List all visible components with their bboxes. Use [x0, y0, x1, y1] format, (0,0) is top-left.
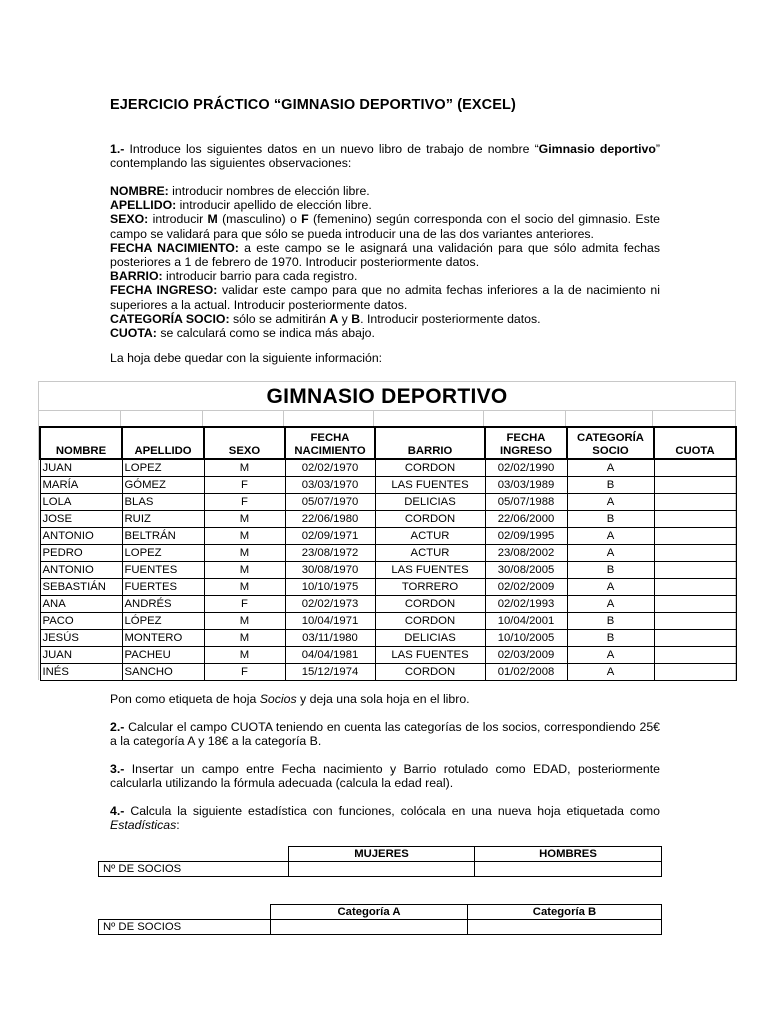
table-cell: CORDON — [375, 664, 485, 681]
table-cell: 22/06/1980 — [285, 511, 375, 528]
table-cell: JOSE — [40, 511, 122, 528]
paragraph-4: 4.- Calcula la siguiente estadística con funciones, colócala en una nueva hoja etiquetada como Estadísticas: — [110, 804, 660, 833]
table-cell: M — [204, 630, 285, 647]
table-cell: 10/10/1975 — [285, 579, 375, 596]
table-cell: LOLA — [40, 494, 122, 511]
table-cell: DELICIAS — [375, 494, 485, 511]
label-paragraph: Pon como etiqueta de hoja Socios y deja una sola hoja en el libro. — [110, 692, 470, 706]
table-cell — [654, 647, 736, 664]
column-header: CATEGORÍA SOCIO — [567, 427, 654, 459]
observations — [110, 184, 660, 340]
table-cell: A — [567, 596, 654, 613]
table-cell: 02/02/1973 — [285, 596, 375, 613]
table-cell: RUIZ — [122, 511, 204, 528]
obs-fecha-nacimiento: FECHA NACIMIENTO: a este campo se le asignará una validación para que sólo admita fechas posteriores a 1 de febrero de 1970. Introducir posteriormente datos. — [110, 240, 660, 270]
table-cell: 02/02/1993 — [485, 596, 567, 613]
column-header: NOMBRE — [40, 427, 122, 459]
table-cell: SANCHO — [122, 664, 204, 681]
empty-cell — [99, 847, 289, 862]
table-cell: 15/12/1974 — [285, 664, 375, 681]
table-cell: 10/04/2001 — [485, 613, 567, 630]
table-cell — [654, 664, 736, 681]
table-cell: CORDON — [375, 613, 485, 630]
stats-table-categoria — [98, 904, 662, 935]
table-cell: 04/04/1981 — [285, 647, 375, 664]
table-cell: M — [204, 647, 285, 664]
table-cell: F — [204, 596, 285, 613]
table-cell — [654, 459, 736, 477]
table-cell: LAS FUENTES — [375, 562, 485, 579]
grid-cell — [653, 410, 735, 426]
table-row — [40, 579, 736, 596]
table-cell: ANTONIO — [40, 562, 122, 579]
column-header: FECHA NACIMIENTO — [285, 427, 375, 459]
col-mujeres: MUJERES — [289, 847, 475, 862]
column-header: SEXO — [204, 427, 285, 459]
grid-cell — [203, 410, 284, 426]
column-header: BARRIO — [375, 427, 485, 459]
stats-table-sexo — [98, 846, 662, 877]
grid-cell — [121, 410, 203, 426]
table-row — [40, 545, 736, 562]
col-categoria-b: Categoría B — [468, 905, 662, 920]
obs-barrio: BARRIO: introducir barrio para cada registro. — [110, 269, 358, 284]
table-row — [40, 613, 736, 630]
col-categoria-a: Categoría A — [271, 905, 468, 920]
column-header: APELLIDO — [122, 427, 204, 459]
table-cell: 10/04/1971 — [285, 613, 375, 630]
table-cell: PEDRO — [40, 545, 122, 562]
table-cell: 02/03/2009 — [485, 647, 567, 664]
value-cell — [271, 920, 468, 935]
table-cell: M — [204, 459, 285, 477]
table-row — [40, 630, 736, 647]
column-header: CUOTA — [654, 427, 736, 459]
table-row — [40, 511, 736, 528]
value-cell — [289, 862, 475, 877]
table-row — [40, 596, 736, 613]
table-cell: A — [567, 545, 654, 562]
table-cell: CORDON — [375, 511, 485, 528]
table-cell: 10/10/2005 — [485, 630, 567, 647]
table-cell: MARÍA — [40, 477, 122, 494]
table-cell: 01/02/2008 — [485, 664, 567, 681]
sheet-title: GIMNASIO DEPORTIVO — [266, 385, 508, 408]
table-cell: MONTERO — [122, 630, 204, 647]
item-number: 3.- — [110, 762, 125, 776]
table-cell: A — [567, 459, 654, 477]
table-cell: TORRERO — [375, 579, 485, 596]
table-cell: 30/08/1970 — [285, 562, 375, 579]
grid-cell — [374, 410, 484, 426]
table-cell — [654, 596, 736, 613]
obs-cuota: CUOTA: se calculará como se indica más abajo. — [110, 326, 375, 341]
table-row — [40, 664, 736, 681]
table-cell: CORDON — [375, 459, 485, 477]
table-cell: B — [567, 613, 654, 630]
table-row — [40, 494, 736, 511]
grid-cell — [284, 410, 374, 426]
table-cell: A — [567, 664, 654, 681]
paragraph-2: 2.- Calcular el campo CUOTA teniendo en cuenta las categorías de los socios, correspondiendo 25€ a la categoría A y 18€ a la categoría B. — [110, 720, 660, 749]
table-cell: A — [567, 494, 654, 511]
obs-nombre: NOMBRE: introducir nombres de elección libre. — [110, 184, 370, 198]
table-cell: A — [567, 528, 654, 545]
table-cell — [654, 477, 736, 494]
table-cell: 02/09/1995 — [485, 528, 567, 545]
table-row — [40, 562, 736, 579]
table-cell — [654, 562, 736, 579]
grid-cell — [484, 410, 566, 426]
table-cell: M — [204, 545, 285, 562]
obs-apellido: APELLIDO: introducir apellido de elección libre. — [110, 198, 372, 213]
obs-categoria: CATEGORÍA SOCIO: sólo se admitirán A y B. Introducir posteriormente datos. — [110, 311, 541, 326]
table-cell — [654, 630, 736, 647]
sheet-label-estadisticas: Estadísticas — [110, 818, 177, 833]
table-cell: FUENTES — [122, 562, 204, 579]
table-row — [40, 459, 736, 477]
table-cell: B — [567, 562, 654, 579]
sheet-label-socios: Socios — [259, 692, 297, 706]
table-cell: 03/03/1989 — [485, 477, 567, 494]
table-cell: ANDRÉS — [122, 596, 204, 613]
table-cell: BLAS — [122, 494, 204, 511]
table-cell: A — [567, 579, 654, 596]
empty-cell — [99, 905, 271, 920]
book-name: Gimnasio deportivo — [538, 142, 656, 156]
item-number: 1.- — [110, 142, 125, 156]
table-cell — [654, 613, 736, 630]
table-cell: ANA — [40, 596, 122, 613]
sheet-intro: La hoja debe quedar con la siguiente información: — [110, 351, 383, 365]
row-label: Nº DE SOCIOS — [99, 920, 271, 935]
table-cell — [654, 511, 736, 528]
document-title: EJERCICIO PRÁCTICO “GIMNASIO DEPORTIVO” (EXCEL) — [110, 97, 516, 113]
obs-fecha-ingreso: FECHA INGRESO: validar este campo para que no admita fechas inferiores a la de nacimiento ni superiores a la actual. Introducir posteriormente datos. — [110, 283, 660, 312]
table-cell: 03/11/1980 — [285, 630, 375, 647]
grid-cell — [566, 410, 653, 426]
row-label: Nº DE SOCIOS — [99, 862, 289, 877]
grid-cell — [39, 410, 121, 426]
spreadsheet-image — [38, 381, 736, 680]
table-cell: F — [204, 477, 285, 494]
table-cell: M — [204, 511, 285, 528]
table-cell: JESÚS — [40, 630, 122, 647]
table-cell: JUAN — [40, 647, 122, 664]
table-cell: A — [567, 647, 654, 664]
table-row — [40, 647, 736, 664]
table-row — [40, 477, 736, 494]
table-cell: LAS FUENTES — [375, 477, 485, 494]
table-cell: ACTUR — [375, 545, 485, 562]
table-cell: M — [204, 579, 285, 596]
col-hombres: HOMBRES — [475, 847, 662, 862]
table-cell: M — [204, 562, 285, 579]
item-number: 4.- — [110, 804, 125, 818]
table-cell: BELTRÁN — [122, 528, 204, 545]
table-cell: ACTUR — [375, 528, 485, 545]
table-cell: 03/03/1970 — [285, 477, 375, 494]
table-cell: SEBASTIÁN — [40, 579, 122, 596]
table-cell: 02/09/1971 — [285, 528, 375, 545]
table-cell — [654, 494, 736, 511]
table-cell: JUAN — [40, 459, 122, 477]
table-cell: M — [204, 528, 285, 545]
table-cell: 02/02/2009 — [485, 579, 567, 596]
table-cell: ANTONIO — [40, 528, 122, 545]
table-row — [40, 528, 736, 545]
table-cell: 05/07/1988 — [485, 494, 567, 511]
socios-table — [39, 426, 737, 681]
table-cell: 02/02/1990 — [485, 459, 567, 477]
table-cell: 30/08/2005 — [485, 562, 567, 579]
table-cell: LOPEZ — [122, 459, 204, 477]
paragraph-3: 3.- Insertar un campo entre Fecha nacimiento y Barrio rotulado como EDAD, posteriormente calcularla utilizando la fórmula adecuada (calcula la edad real). — [110, 762, 660, 791]
table-cell: B — [567, 477, 654, 494]
table-cell: INÉS — [40, 664, 122, 681]
table-cell — [654, 528, 736, 545]
table-cell: F — [204, 664, 285, 681]
table-cell: B — [567, 630, 654, 647]
table-cell: FUERTES — [122, 579, 204, 596]
table-cell — [654, 579, 736, 596]
table-cell: PACO — [40, 613, 122, 630]
table-cell: 22/06/2000 — [485, 511, 567, 528]
table-cell: B — [567, 511, 654, 528]
table-cell: PACHEU — [122, 647, 204, 664]
table-cell: LOPEZ — [122, 545, 204, 562]
table-cell: 23/08/1972 — [285, 545, 375, 562]
table-cell: LÓPEZ — [122, 613, 204, 630]
table-cell: M — [204, 613, 285, 630]
item-number: 2.- — [110, 720, 125, 734]
intro-paragraph: 1.- Introduce los siguientes datos en un nuevo libro de trabajo de nombre “Gimnasio deportivo” contemplando las siguientes observaciones: — [110, 142, 660, 171]
table-cell: DELICIAS — [375, 630, 485, 647]
table-cell — [654, 545, 736, 562]
obs-sexo: SEXO: introducir M (masculino) o F (femenino) según corresponda con el socio del gimnasio. Este campo se validará para que sólo se pueda introducir una de las dos variantes anteriores. — [110, 212, 660, 241]
table-cell: 05/07/1970 — [285, 494, 375, 511]
column-header: FECHA INGRESO — [485, 427, 567, 459]
table-cell: F — [204, 494, 285, 511]
table-cell: LAS FUENTES — [375, 647, 485, 664]
table-cell: 02/02/1970 — [285, 459, 375, 477]
table-cell: CORDON — [375, 596, 485, 613]
table-cell: 23/08/2002 — [485, 545, 567, 562]
table-cell: GÓMEZ — [122, 477, 204, 494]
header-row — [40, 427, 736, 459]
value-cell — [468, 920, 662, 935]
value-cell — [475, 862, 662, 877]
